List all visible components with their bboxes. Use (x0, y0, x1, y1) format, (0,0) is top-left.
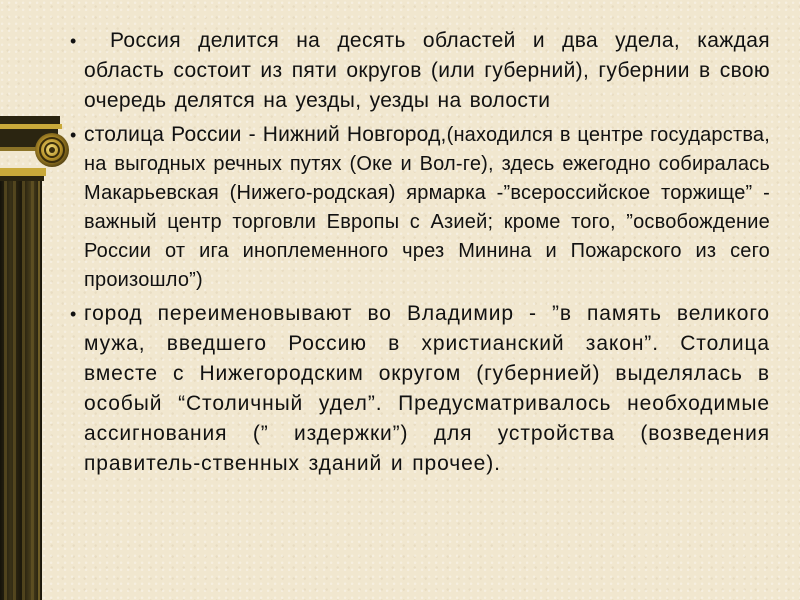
bullet-item-regions (70, 26, 770, 116)
bullet-item-capital (70, 120, 770, 295)
bullet-marker: • (70, 304, 77, 324)
bullet-marker: • (70, 125, 77, 145)
bullet-lead-text: столица России - Нижний Новгород, (84, 123, 447, 146)
bullet-text: город переименовывают во Владимир - ”в память великого мужа, введшего Россию в христианский закон”. Столица вместе с Нижегородским округом (губернией) выделялась в особый “Столичный удел”. Предусматривалось необходимые ассигнования (” издержки”) для устройства (возведения правитель-ственных зданий и прочее). (84, 302, 770, 475)
bullet-marker: • (70, 31, 77, 51)
bullet-item-vladimir (70, 299, 770, 479)
bullet-text: Россия делится на десять областей и два удела, каждая область состоит из пяти округов (или губерний), губернии в свою очередь делятся на уезды, уезды на волости (84, 29, 770, 112)
bullet-list (70, 26, 770, 483)
bullet-text: (находился в центре государства, на выгодных речных путях (Оке и Вол-ге), здесь ежегодно собиралась Макарьевская (Нижего-родская) ярмарка -”всероссийское торжище” - важный центр торговли Европы с Азией; кроме того, ”освобождение России от ига иноплеменного чрез Минина и Пожарского из сего произошло”) (84, 124, 770, 291)
bullet-text-block (84, 120, 770, 295)
